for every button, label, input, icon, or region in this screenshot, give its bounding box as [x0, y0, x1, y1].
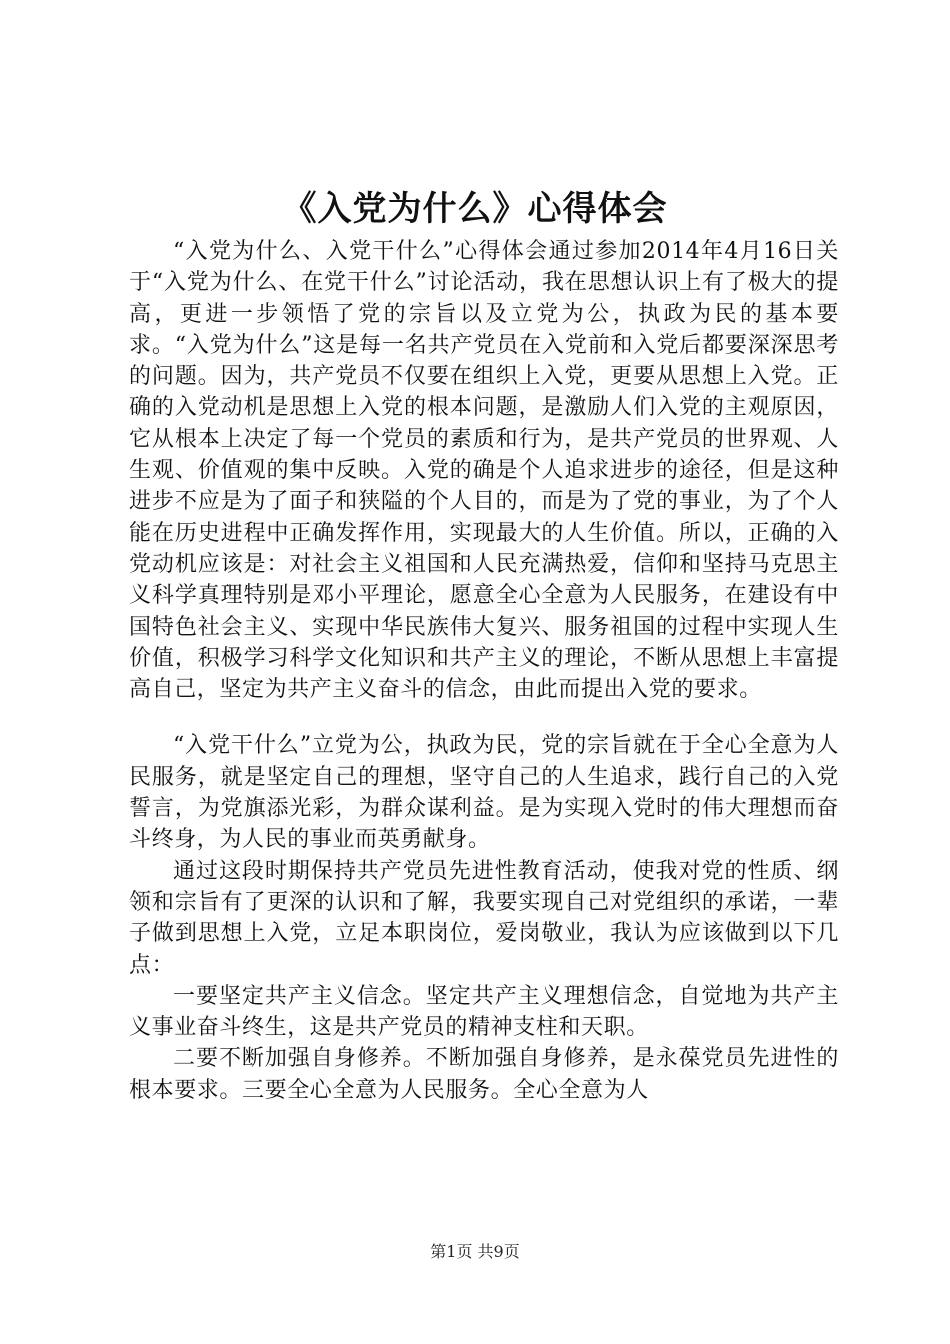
document-body — [129, 236, 839, 1106]
paragraph: “入党为什么、入党干什么”心得体会通过参加2014年4月16日关于“入党为什么、在党干什么”讨论活动，我在思想认识上有了极大的提高，更进一步领悟了党的宗旨以及立党为公，执政为民的基本要求。“入党为什么”这是每一名共产党员在入党前和入党后都要深深思考的问题。因为，共产党员不仅要在组织上入党，更要从思想上入党。正确的入党动机是思想上入党的根本问题，是激励人们入党的主观原因，它从根本上决定了每一个党员的素质和行为，是共产党员的世界观、人生观、价值观的集中反映。入党的确是个人追求进步的途径，但是这种进步不应是为了面子和狭隘的个人目的，而是为了党的事业，为了个人能在历史进程中正确发挥作用，实现最大的人生价值。所以，正确的入党动机应该是：对社会主义祖国和人民充满热爱，信仰和坚持马克思主义科学真理特别是邓小平理论，愿意全心全意为人民服务，在建设有中国特色社会主义、实现中华民族伟大复兴、服务祖国的过程中实现人生价值，积极学习科学文化知识和共产主义的理论，不断从思想上丰富提高自己，坚定为共产主义奋斗的信念，由此而提出入党的要求。 — [129, 239, 839, 703]
document-title: 《入党为什么》心得体会 — [282, 189, 668, 229]
paragraph: 一要坚定共产主义信念。坚定共产主义理想信念，自觉地为共产主义事业奋斗终生，这是共产党员的精神支柱和天职。 — [129, 983, 839, 1041]
paragraph: 通过这段时期保持共产党员先进性教育活动，使我对党的性质、纲领和宗旨有了更深的认识和了解，我要实现自己对党组织的承诺，一辈子做到思想上入党，立足本职岗位，爱岗敬业，我认为应该做到以下几点： — [129, 858, 839, 978]
page-number-footer: 第1页 共9页 — [430, 1242, 520, 1261]
paragraph: “入党干什么”立党为公，执政为民，党的宗旨就在于全心全意为人民服务，就是坚定自己的理想，坚守自己的人生追求，践行自己的入党誓言，为党旗添光彩，为群众谋利益。是为实现入党时的伟大理想而奋斗终身，为人民的事业而英勇献身。 — [129, 733, 839, 853]
paragraph: 二要不断加强自身修养。不断加强自身修养，是永葆党员先进性的根本要求。三要全心全意为人民服务。全心全意为人 — [129, 1046, 839, 1103]
